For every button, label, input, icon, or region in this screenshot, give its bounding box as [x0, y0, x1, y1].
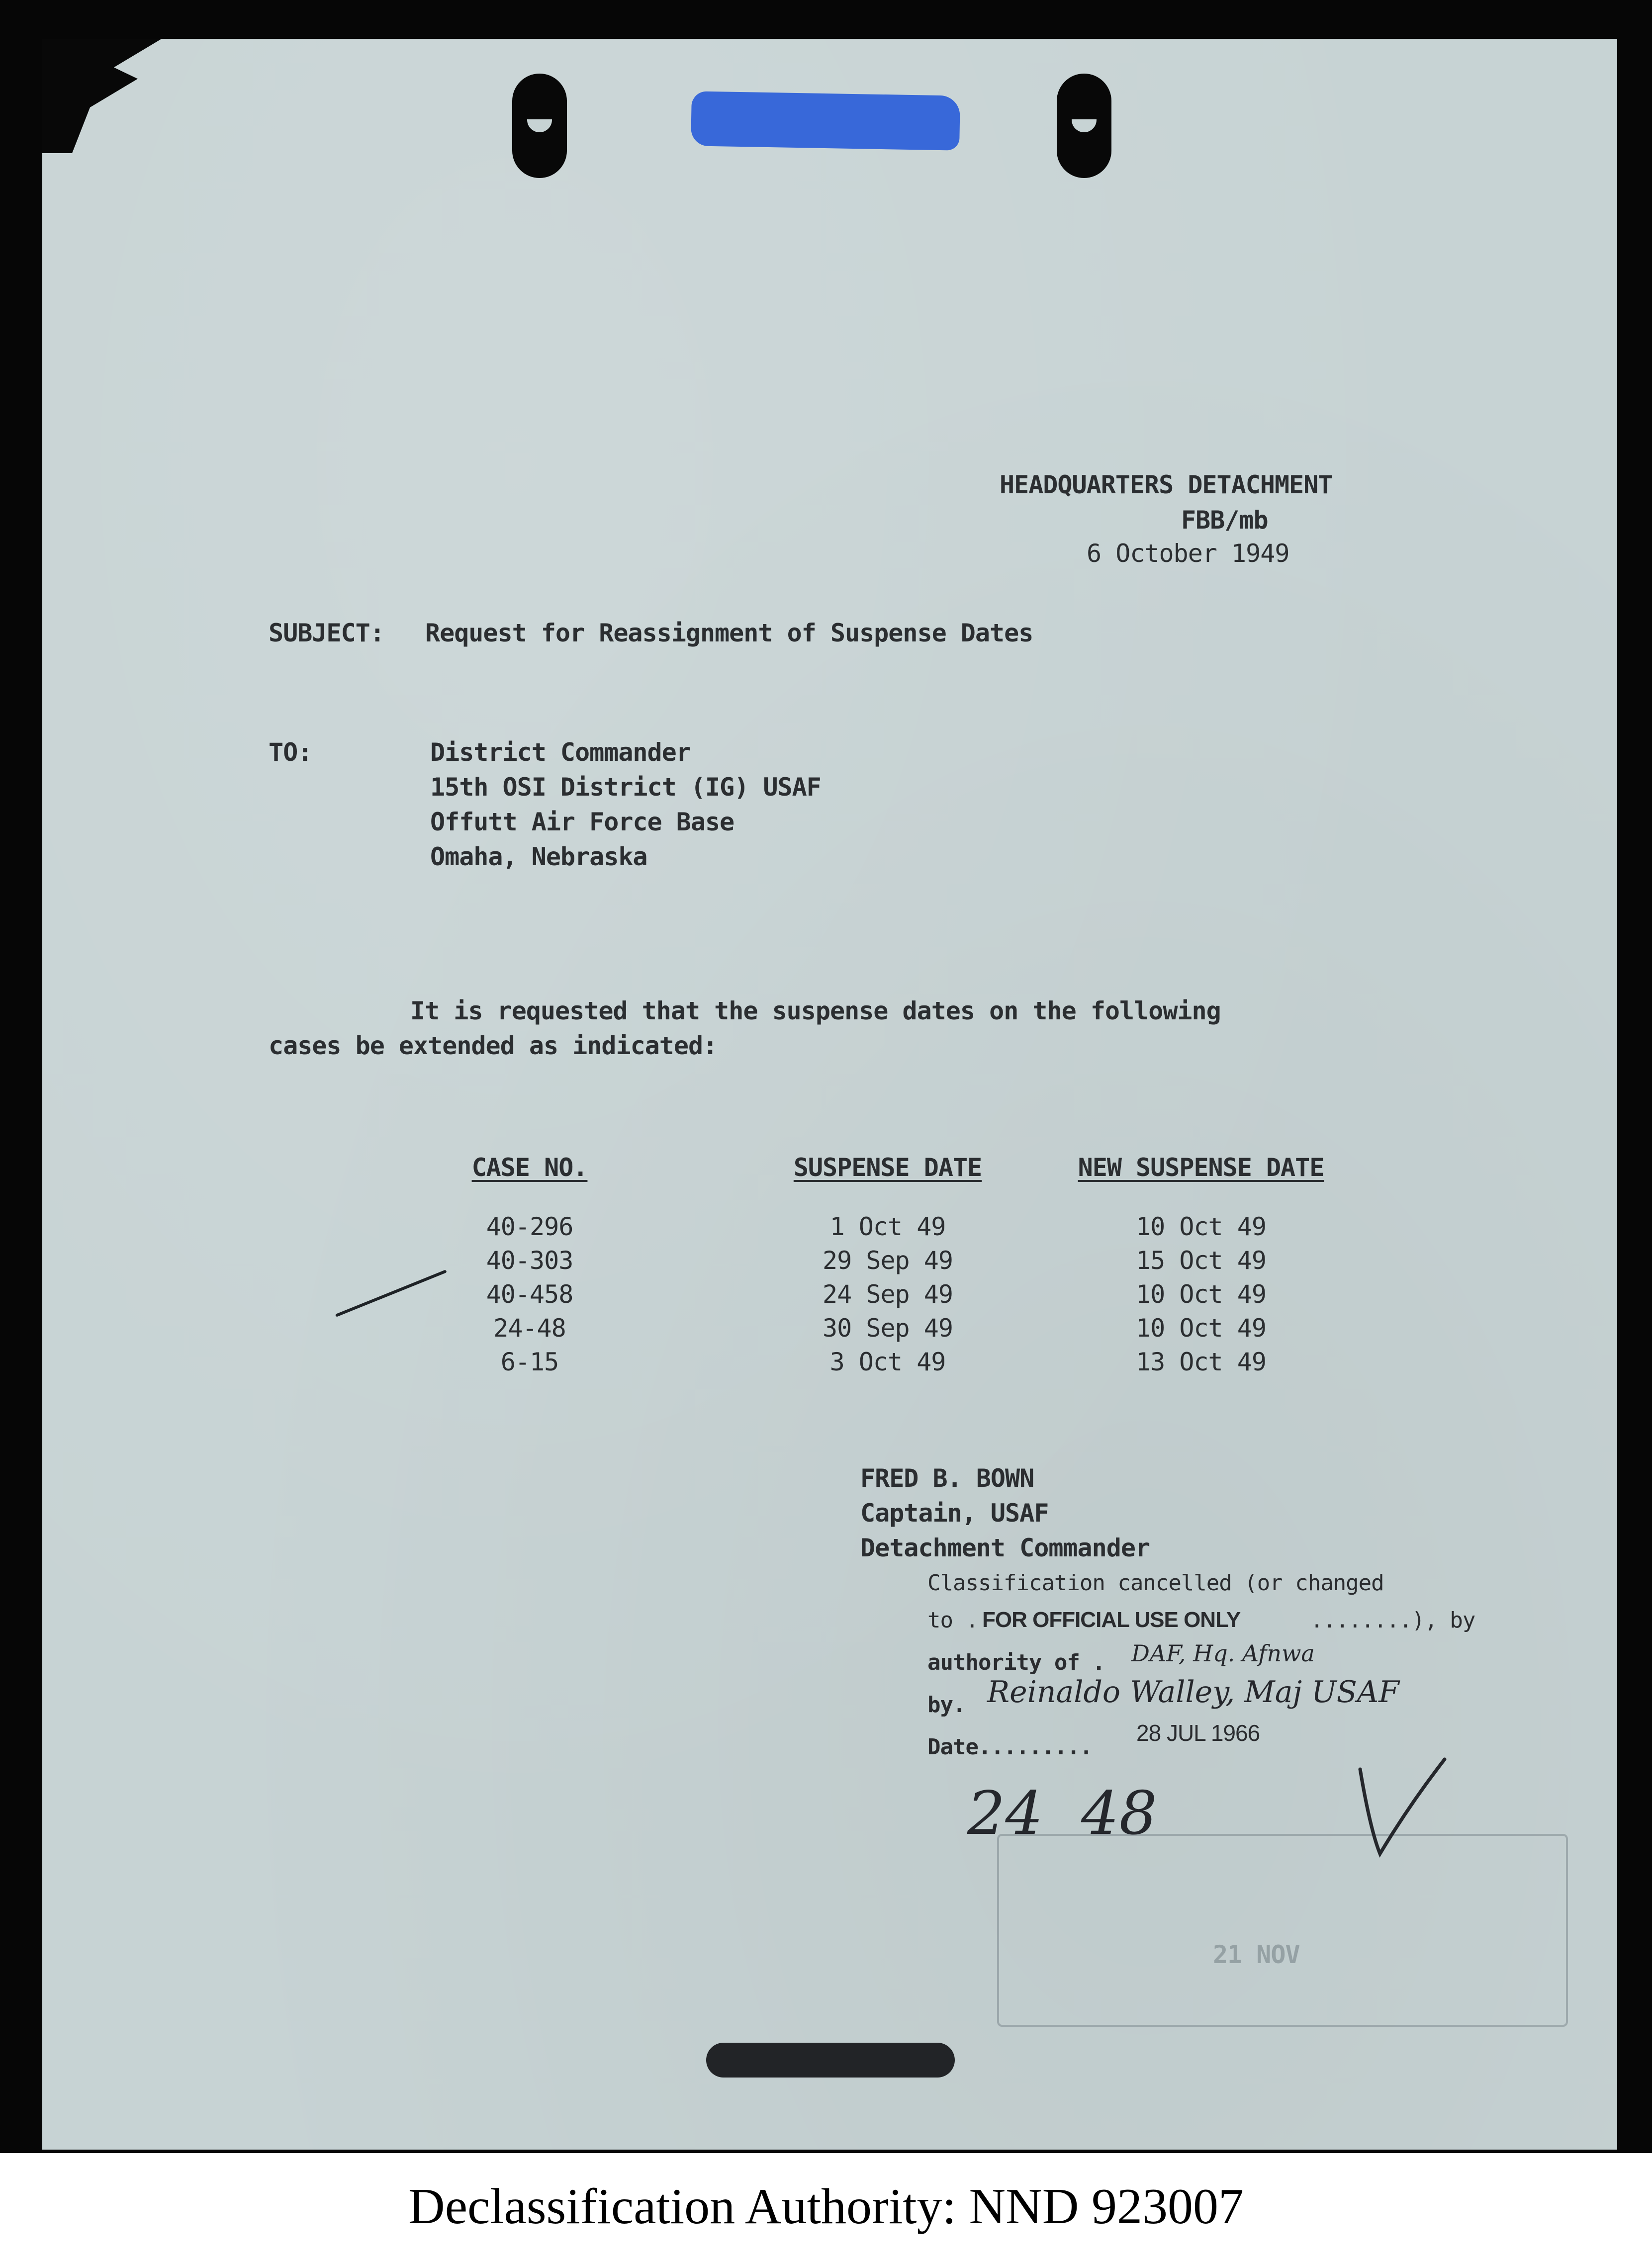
- table-cell: 40-303: [486, 1246, 573, 1275]
- header-suspense-date: SUSPENSE DATE: [793, 1153, 982, 1182]
- punch-hole-right: [1057, 74, 1111, 178]
- table-cell: 6-15: [500, 1348, 559, 1376]
- table-cell: 40-296: [486, 1212, 573, 1241]
- table-cell: 30 Sep 49: [823, 1314, 953, 1343]
- column-case-no: [430, 1150, 629, 1379]
- document-page: [42, 39, 1617, 2150]
- column-suspense-date: [758, 1150, 1017, 1379]
- signature-name: FRED B. BOWN: [860, 1464, 1034, 1493]
- table-cell: 15 Oct 49: [1136, 1246, 1266, 1275]
- table-cell: 24 Sep 49: [823, 1280, 953, 1309]
- stamp-line-3-prefix: authority of .: [927, 1650, 1105, 1675]
- stamp-line-4-prefix: by.: [927, 1692, 966, 1718]
- body-line-1: It is requested that the suspense dates on the following: [410, 996, 1221, 1025]
- to-label: TO:: [269, 738, 312, 767]
- subject-label: SUBJECT:: [269, 619, 384, 647]
- torn-corner: [42, 39, 162, 153]
- header-new-suspense-date: NEW SUSPENSE DATE: [1078, 1153, 1324, 1182]
- to-line-1: District Commander: [430, 738, 691, 767]
- table-cell: 40-458: [486, 1280, 573, 1309]
- to-line-3: Offutt Air Force Base: [430, 808, 734, 836]
- table-cell: 10 Oct 49: [1136, 1212, 1266, 1241]
- signature-title: Detachment Commander: [860, 1534, 1150, 1562]
- punch-hole-left: [512, 74, 567, 178]
- table-cell: 1 Oct 49: [829, 1212, 946, 1241]
- header-case-no: CASE NO.: [471, 1153, 588, 1182]
- to-line-2: 15th OSI District (IG) USAF: [430, 773, 821, 802]
- handwritten-check-mark: [1350, 1754, 1450, 1864]
- header-date: 6 October 1949: [1087, 539, 1289, 568]
- to-line-4: Omaha, Nebraska: [430, 842, 647, 871]
- header-unit: HEADQUARTERS DETACHMENT: [1000, 470, 1333, 499]
- body-line-2: cases be extended as indicated:: [269, 1031, 718, 1060]
- handwritten-case-number: 24 48: [967, 1779, 1157, 1848]
- stamp-signature-handwritten: Reinaldo Walley, Maj USAF: [987, 1675, 1399, 1710]
- table-cell: 29 Sep 49: [823, 1246, 953, 1275]
- stamp-date-value: 28 JUL 1966: [1136, 1720, 1260, 1746]
- table-cell: 13 Oct 49: [1136, 1348, 1266, 1376]
- table-cell: 3 Oct 49: [829, 1348, 946, 1376]
- stamp-line-2-suffix: ........), by: [1310, 1608, 1475, 1633]
- header-reference: FBB/mb: [1181, 506, 1268, 535]
- received-stamp-date: 21 NOV: [1213, 1940, 1300, 1969]
- redaction-mark-bottom: [706, 2043, 955, 2078]
- received-stamp: [997, 1834, 1568, 2027]
- table-cell: 24-48: [493, 1314, 566, 1343]
- redaction-mark-blue: [691, 91, 960, 150]
- stamp-line-2-prefix: to .: [927, 1608, 978, 1633]
- column-new-suspense-date: [1047, 1150, 1355, 1379]
- signature-rank: Captain, USAF: [860, 1499, 1049, 1528]
- table-cell: 10 Oct 49: [1136, 1314, 1266, 1343]
- declassification-footer: Declassification Authority: NND 923007: [408, 2178, 1244, 2235]
- subject-text: Request for Reassignment of Suspense Dates: [425, 619, 1033, 647]
- table-cell: 10 Oct 49: [1136, 1280, 1266, 1309]
- stamp-line-5-prefix: Date.........: [927, 1734, 1093, 1760]
- stamp-line-1: Classification cancelled (or changed: [927, 1570, 1384, 1596]
- stamp-line-2-value: FOR OFFICIAL USE ONLY: [982, 1608, 1241, 1632]
- stamp-authority-handwritten: DAF, Hq. Afnwa: [1131, 1640, 1315, 1667]
